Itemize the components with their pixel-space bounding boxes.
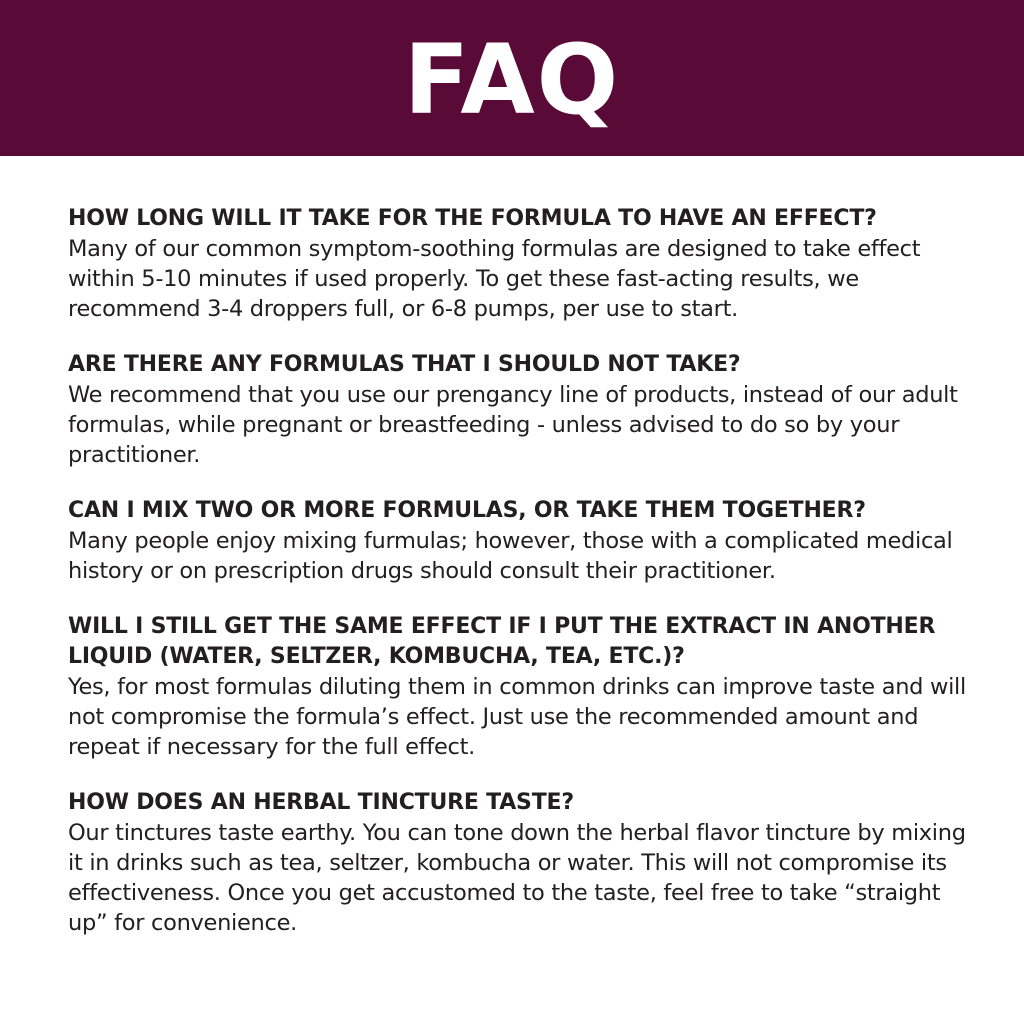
faq-list — [68, 204, 968, 964]
faq-question: CAN I MIX TWO OR MORE FORMULAS, OR TAKE THEM TOGETHER? — [68, 498, 866, 523]
faq-answer: We recommend that you use our prengancy line of products, instead of our adult formulas, while pregnant or breastfeeding - unless advised to do so by your practitioner. — [68, 382, 958, 468]
faq-question: HOW LONG WILL IT TAKE FOR THE FORMULA TO HAVE AN EFFECT? — [68, 206, 877, 231]
faq-answer: Our tinctures taste earthy. You can tone down the herbal flavor tincture by mixing it in drinks such as tea, seltzer, kombucha or water. This will not compromise its effectiveness. Once you get accustomed to the taste, feel free to take “straight up” for convenience. — [68, 820, 966, 936]
faq-item — [68, 612, 968, 762]
faq-answer: Many people enjoy mixing furmulas; however, those with a complicated medical history or on prescription drugs should consult their practitioner. — [68, 528, 953, 584]
faq-answer: Many of our common symptom-soothing formulas are designed to take effect within 5-10 minutes if used properly. To get these fast-acting results, we recommend 3-4 droppers full, or 6-8 pumps, per use to start. — [68, 236, 921, 322]
faq-question: HOW DOES AN HERBAL TINCTURE TASTE? — [68, 790, 574, 815]
faq-question: WILL I STILL GET THE SAME EFFECT IF I PUT THE EXTRACT IN ANOTHER LIQUID (WATER, SELTZER, KOMBUCHA, TEA, ETC.)? — [68, 614, 936, 669]
faq-answer: Yes, for most formulas diluting them in common drinks can improve taste and will not compromise the formula’s effect. Just use the recommended amount and repeat if necessary for the full effect. — [68, 674, 966, 760]
faq-item — [68, 350, 968, 470]
header-banner — [0, 0, 1024, 156]
faq-question: ARE THERE ANY FORMULAS THAT I SHOULD NOT TAKE? — [68, 352, 741, 377]
page-title: FAQ — [403, 24, 621, 136]
faq-item — [68, 788, 968, 938]
faq-item — [68, 204, 968, 324]
faq-item — [68, 496, 968, 586]
